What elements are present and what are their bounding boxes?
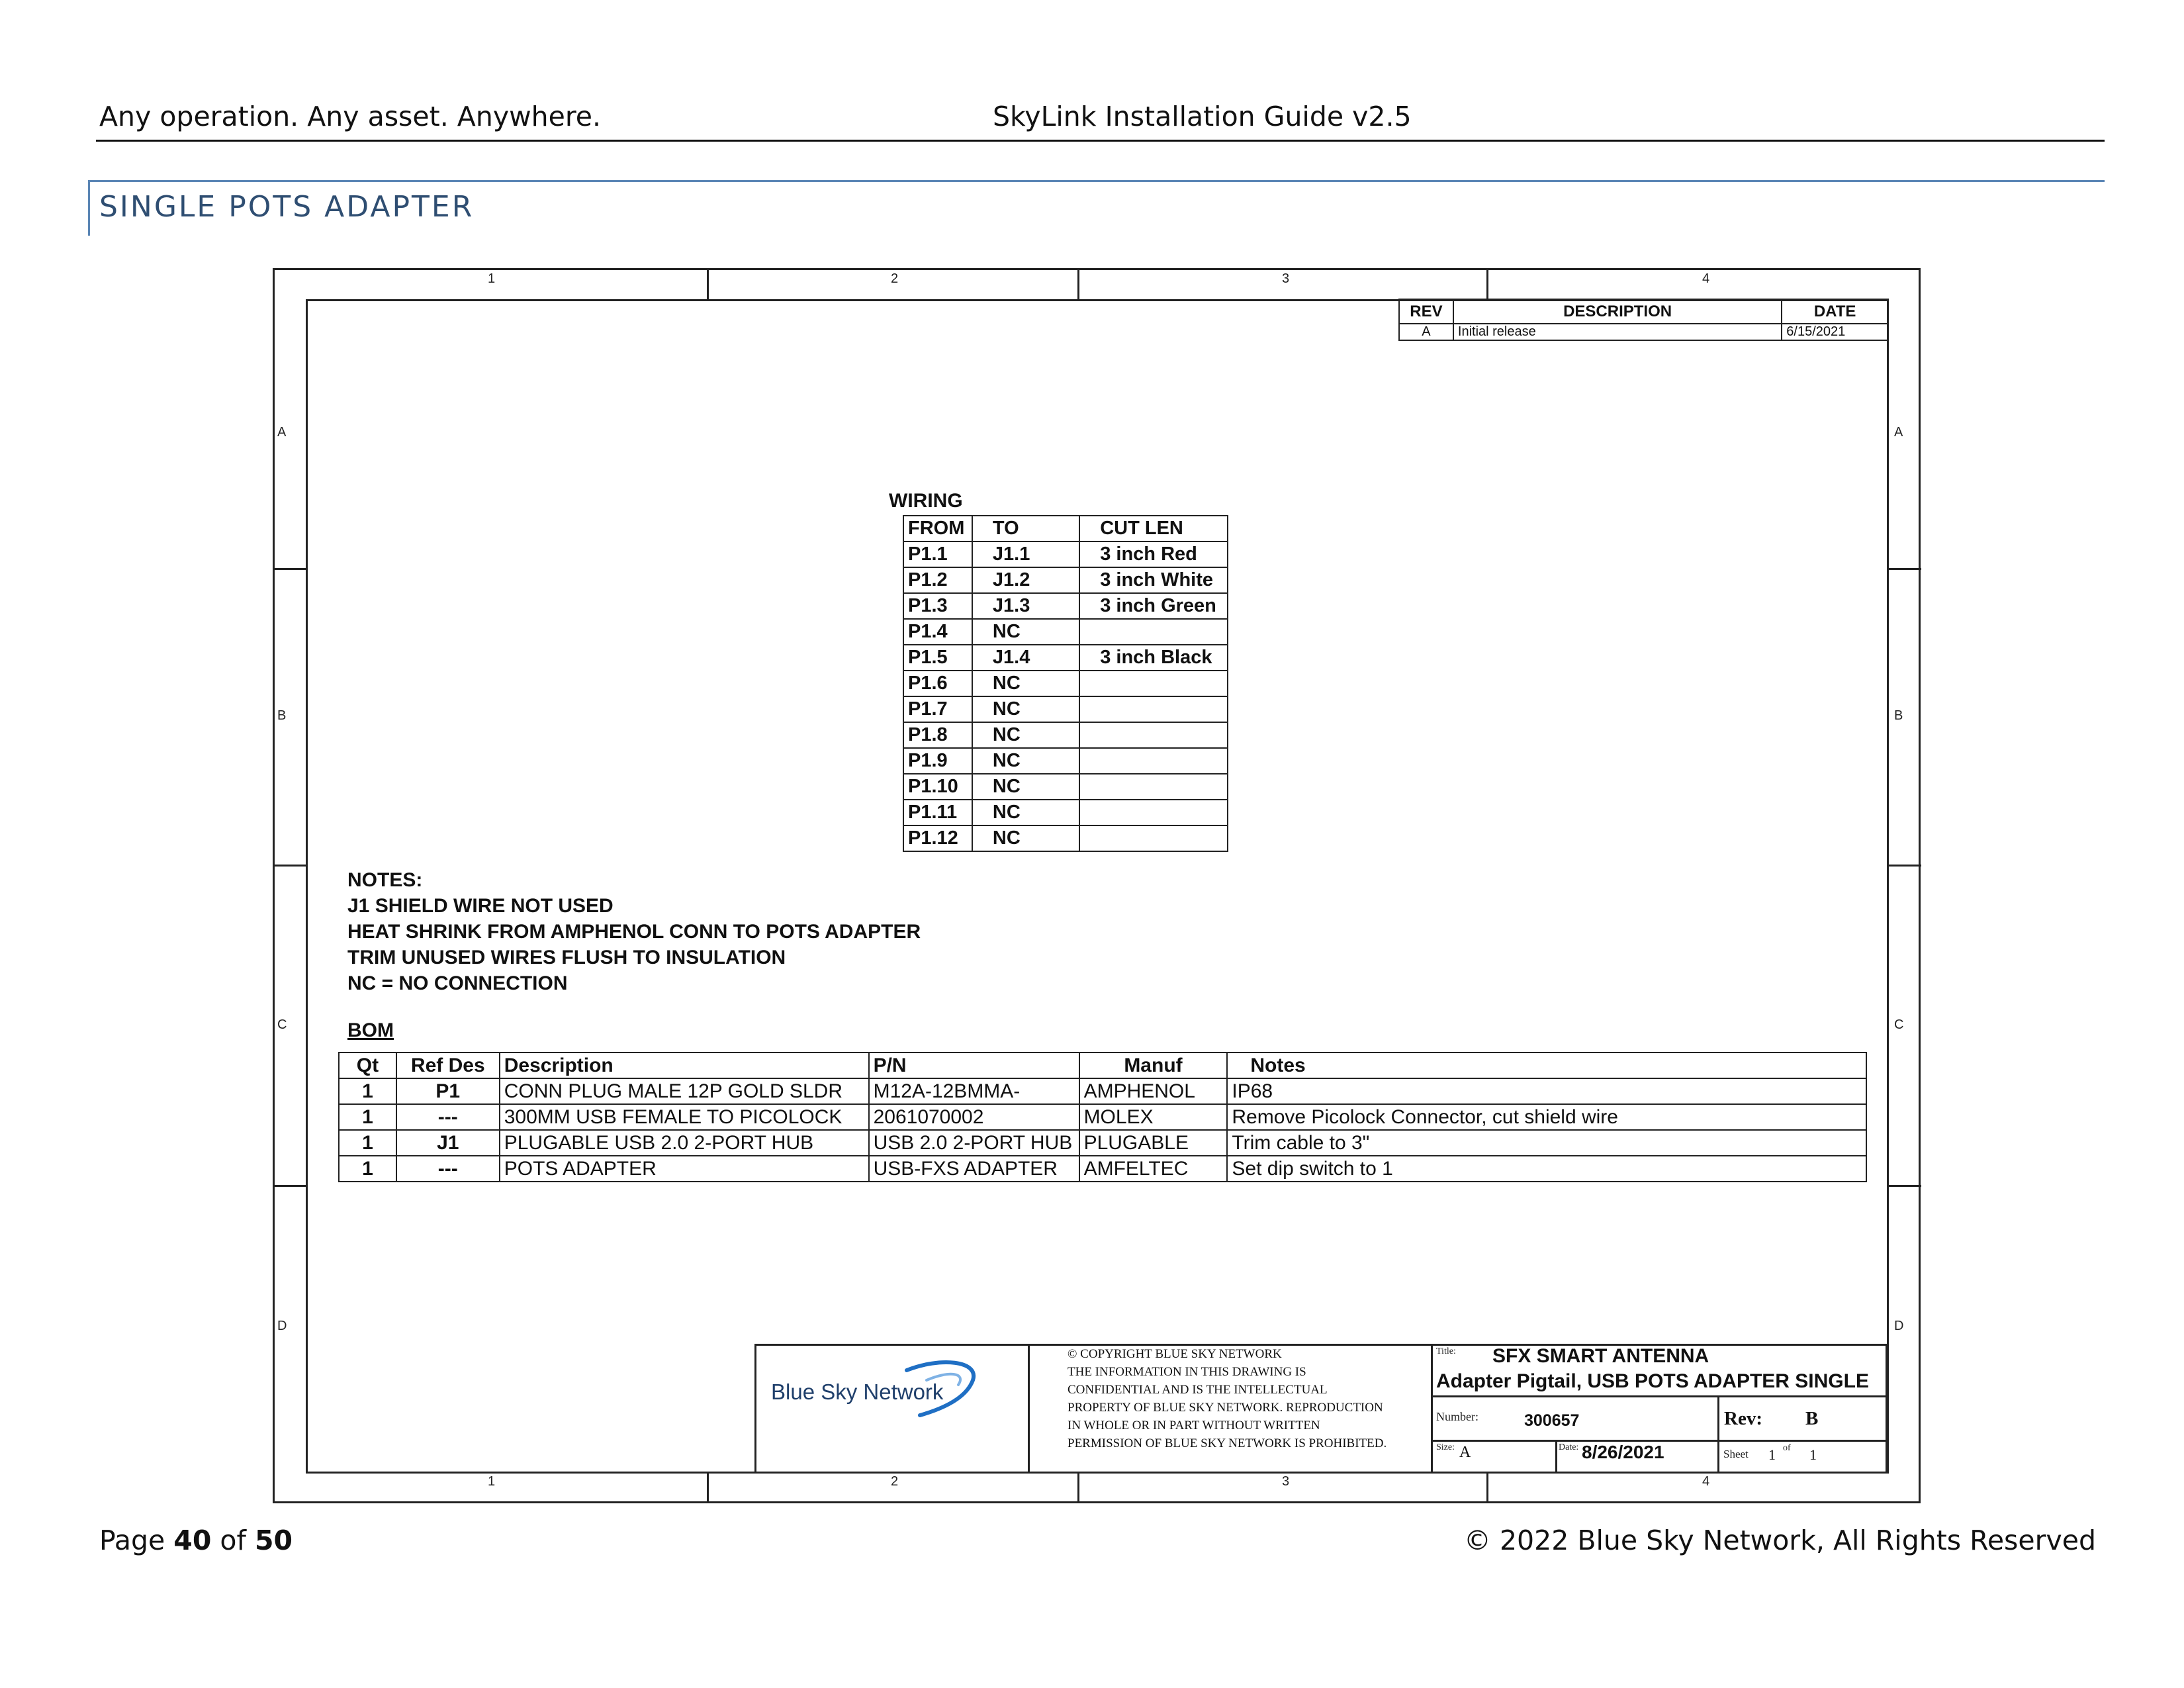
wiring-row xyxy=(903,593,1228,619)
bom-cell: 2061070002 xyxy=(869,1104,1079,1130)
note-line: J1 SHIELD WIRE NOT USED xyxy=(347,895,614,917)
wiring-row xyxy=(903,619,1228,645)
page-total: 50 xyxy=(254,1524,293,1556)
page-current: 40 xyxy=(173,1524,212,1556)
bom-cell: 1 xyxy=(339,1130,396,1156)
wiring-cell: NC xyxy=(972,696,1079,722)
note-line: HEAT SHRINK FROM AMPHENOL CONN TO POTS ADAPTER xyxy=(347,921,921,943)
bom-cell: PLUGABLE USB 2.0 2-PORT HUB xyxy=(500,1130,869,1156)
page-number xyxy=(99,1524,293,1556)
wiring-cell: P1.9 xyxy=(903,748,972,774)
wiring-row xyxy=(903,774,1228,800)
title-block-divider xyxy=(1431,1395,1888,1397)
wiring-cell: P1.3 xyxy=(903,593,972,619)
zone-tick xyxy=(707,1472,709,1503)
bom-cell: J1 xyxy=(396,1130,500,1156)
logo-swoosh-icon xyxy=(880,1357,986,1420)
wiring-row xyxy=(903,748,1228,774)
rev-header: DESCRIPTION xyxy=(1453,299,1782,324)
bom-header-cell: P/N xyxy=(869,1053,1079,1078)
zone-label-col: 4 xyxy=(1702,271,1710,286)
bom-cell: IP68 xyxy=(1227,1078,1866,1104)
wiring-cell: NC xyxy=(972,671,1079,696)
zone-label-col: 3 xyxy=(1282,271,1290,286)
notes-block xyxy=(347,867,921,996)
bom-header-cell: Qt xyxy=(339,1053,396,1078)
wiring-cell: P1.7 xyxy=(903,696,972,722)
zone-tick xyxy=(1077,1472,1079,1503)
bom-header-row xyxy=(339,1053,1866,1078)
wiring-row xyxy=(903,722,1228,748)
drawing-title-line1: SFX SMART ANTENNA xyxy=(1492,1345,1709,1367)
wiring-row xyxy=(903,825,1228,851)
of-label: of xyxy=(1783,1443,1791,1453)
section-rule xyxy=(88,180,2105,182)
copyright-line: PERMISSION OF BLUE SKY NETWORK IS PROHIBITED. xyxy=(1068,1436,1387,1450)
rev-header: REV xyxy=(1399,299,1453,324)
title-block-divider xyxy=(1555,1440,1557,1474)
bom-cell: Remove Picolock Connector, cut shield wire xyxy=(1227,1104,1866,1130)
wiring-cell: 3 inch Red xyxy=(1079,541,1228,567)
wiring-cell: J1.2 xyxy=(972,567,1079,593)
copyright-line: © COPYRIGHT BLUE SKY NETWORK xyxy=(1068,1347,1282,1361)
wiring-cell: P1.6 xyxy=(903,671,972,696)
zone-label-row: A xyxy=(277,425,287,440)
wiring-cell: P1.5 xyxy=(903,645,972,671)
wiring-header-cell: TO xyxy=(972,516,1079,541)
zone-label-col: 1 xyxy=(488,271,496,286)
zone-tick xyxy=(1888,865,1921,867)
zone-label-row: B xyxy=(1894,708,1903,723)
note-line: TRIM UNUSED WIRES FLUSH TO INSULATION xyxy=(347,947,786,968)
revision-table xyxy=(1398,299,1889,341)
zone-tick xyxy=(1486,268,1488,299)
size-label: Size: xyxy=(1436,1442,1455,1452)
bom-cell: P1 xyxy=(396,1078,500,1104)
sheet-label: Sheet xyxy=(1723,1448,1749,1460)
bom-cell: 300MM USB FEMALE TO PICOLOCK xyxy=(500,1104,869,1130)
wiring-title: WIRING xyxy=(889,490,963,512)
bom-title: BOM xyxy=(347,1019,394,1041)
wiring-cell xyxy=(1079,748,1228,774)
wiring-cell: NC xyxy=(972,774,1079,800)
wiring-cell xyxy=(1079,722,1228,748)
bom-header-cell: Ref Des xyxy=(396,1053,500,1078)
header-divider xyxy=(96,140,2105,142)
section-accent-bar xyxy=(88,180,90,236)
title-label: Title: xyxy=(1436,1346,1456,1356)
wiring-cell: J1.3 xyxy=(972,593,1079,619)
drawing-number: 300657 xyxy=(1524,1411,1580,1430)
wiring-cell: NC xyxy=(972,619,1079,645)
bom-table xyxy=(338,1052,1867,1182)
copyright-notice xyxy=(1068,1345,1425,1452)
wiring-header-row xyxy=(903,516,1228,541)
copyright-line: CONFIDENTIAL AND IS THE INTELLECTUAL xyxy=(1068,1383,1328,1397)
bom-cell: PLUGABLE xyxy=(1079,1130,1228,1156)
wiring-cell xyxy=(1079,619,1228,645)
zone-label-col: 2 xyxy=(891,271,899,286)
zone-label-row: A xyxy=(1894,425,1903,440)
header-document-title: SkyLink Installation Guide v2.5 xyxy=(993,101,1412,132)
bom-row xyxy=(339,1156,1866,1182)
rev-value: B xyxy=(1805,1408,1819,1429)
wiring-cell: P1.11 xyxy=(903,800,972,825)
zone-tick xyxy=(273,568,306,570)
bom-cell: AMPHENOL xyxy=(1079,1078,1228,1104)
wiring-cell: 3 inch Green xyxy=(1079,593,1228,619)
size-value: A xyxy=(1459,1444,1471,1461)
wiring-cell: P1.1 xyxy=(903,541,972,567)
bom-cell: USB 2.0 2-PORT HUB xyxy=(869,1130,1079,1156)
sheet-total: 1 xyxy=(1809,1446,1817,1463)
title-block-divider xyxy=(1028,1344,1030,1474)
bom-cell: Trim cable to 3" xyxy=(1227,1130,1866,1156)
wiring-cell xyxy=(1079,671,1228,696)
wiring-cell: 3 inch Black xyxy=(1079,645,1228,671)
wiring-header-cell: CUT LEN xyxy=(1079,516,1228,541)
rev-label: Rev: xyxy=(1724,1408,1762,1429)
bom-cell: --- xyxy=(396,1156,500,1182)
wiring-row xyxy=(903,645,1228,671)
section-title: SINGLE POTS ADAPTER xyxy=(99,190,475,224)
bom-cell: Set dip switch to 1 xyxy=(1227,1156,1866,1182)
rev-cell: 6/15/2021 xyxy=(1782,324,1888,340)
rev-header: DATE xyxy=(1782,299,1888,324)
date-value: 8/26/2021 xyxy=(1582,1442,1664,1462)
zone-tick xyxy=(707,268,709,299)
page-of: of xyxy=(211,1524,255,1556)
wiring-cell: P1.4 xyxy=(903,619,972,645)
zone-label-row: B xyxy=(277,708,287,723)
wiring-cell: 3 inch White xyxy=(1079,567,1228,593)
note-line: NC = NO CONNECTION xyxy=(347,972,568,994)
wiring-table xyxy=(903,515,1228,852)
bom-cell: 1 xyxy=(339,1104,396,1130)
bom-cell: --- xyxy=(396,1104,500,1130)
notes-title: NOTES: xyxy=(347,869,423,891)
bom-cell: AMFELTEC xyxy=(1079,1156,1228,1182)
zone-label-row: D xyxy=(277,1319,287,1333)
zone-tick xyxy=(1888,1185,1921,1187)
zone-label-col: 4 xyxy=(1702,1474,1710,1489)
header-tagline: Any operation. Any asset. Anywhere. xyxy=(99,101,602,132)
wiring-row xyxy=(903,696,1228,722)
page-prefix: Page xyxy=(99,1524,174,1556)
title-block-divider xyxy=(1717,1395,1719,1474)
sheet-number: 1 xyxy=(1768,1446,1776,1463)
bom-row xyxy=(339,1104,1866,1130)
bom-header-cell: Manuf xyxy=(1079,1053,1228,1078)
zone-tick xyxy=(1486,1472,1488,1503)
wiring-header-cell: FROM xyxy=(903,516,972,541)
bom-cell: M12A-12BMMA- xyxy=(869,1078,1079,1104)
bom-cell: MOLEX xyxy=(1079,1104,1228,1130)
bom-header-cell: Notes xyxy=(1227,1053,1866,1078)
company-logo: Blue Sky Network xyxy=(771,1380,944,1404)
zone-tick xyxy=(1077,268,1079,299)
copyright-line: PROPERTY OF BLUE SKY NETWORK. REPRODUCTION xyxy=(1068,1401,1383,1415)
bom-header-cell: Description xyxy=(500,1053,869,1078)
bom-cell: 1 xyxy=(339,1156,396,1182)
copyright-line: THE INFORMATION IN THIS DRAWING IS xyxy=(1068,1365,1306,1379)
wiring-cell: P1.8 xyxy=(903,722,972,748)
title-block-divider xyxy=(1431,1344,1433,1474)
bom-cell: CONN PLUG MALE 12P GOLD SLDR xyxy=(500,1078,869,1104)
bom-row xyxy=(339,1078,1866,1104)
drawing-title-line2: Adapter Pigtail, USB POTS ADAPTER SINGLE xyxy=(1436,1370,1869,1392)
zone-tick xyxy=(273,1185,306,1187)
wiring-cell: P1.12 xyxy=(903,825,972,851)
wiring-cell xyxy=(1079,696,1228,722)
wiring-cell: P1.2 xyxy=(903,567,972,593)
wiring-cell xyxy=(1079,825,1228,851)
bom-row xyxy=(339,1130,1866,1156)
zone-tick xyxy=(273,865,306,867)
wiring-cell: P1.10 xyxy=(903,774,972,800)
bom-cell: USB-FXS ADAPTER xyxy=(869,1156,1079,1182)
zone-label-col: 2 xyxy=(891,1474,899,1489)
zone-label-row: C xyxy=(1894,1017,1904,1032)
copyright-line: IN WHOLE OR IN PART WITHOUT WRITTEN xyxy=(1068,1419,1320,1432)
wiring-row xyxy=(903,671,1228,696)
wiring-cell: NC xyxy=(972,825,1079,851)
wiring-cell xyxy=(1079,800,1228,825)
wiring-row xyxy=(903,800,1228,825)
wiring-cell: J1.4 xyxy=(972,645,1079,671)
zone-label-row: D xyxy=(1894,1319,1904,1333)
wiring-cell: NC xyxy=(972,748,1079,774)
footer-copyright: © 2022 Blue Sky Network, All Rights Reserved xyxy=(1463,1524,2096,1556)
zone-tick xyxy=(1888,568,1921,570)
number-label: Number: xyxy=(1436,1410,1479,1423)
bom-cell: POTS ADAPTER xyxy=(500,1156,869,1182)
bom-cell: 1 xyxy=(339,1078,396,1104)
zone-label-col: 1 xyxy=(488,1474,496,1489)
wiring-row xyxy=(903,567,1228,593)
rev-cell: Initial release xyxy=(1453,324,1782,340)
zone-label-row: C xyxy=(277,1017,287,1032)
wiring-cell: NC xyxy=(972,800,1079,825)
date-label: Date: xyxy=(1559,1442,1579,1452)
wiring-cell: NC xyxy=(972,722,1079,748)
wiring-cell xyxy=(1079,774,1228,800)
rev-cell: A xyxy=(1399,324,1453,340)
wiring-row xyxy=(903,541,1228,567)
zone-label-col: 3 xyxy=(1282,1474,1290,1489)
wiring-cell: J1.1 xyxy=(972,541,1079,567)
